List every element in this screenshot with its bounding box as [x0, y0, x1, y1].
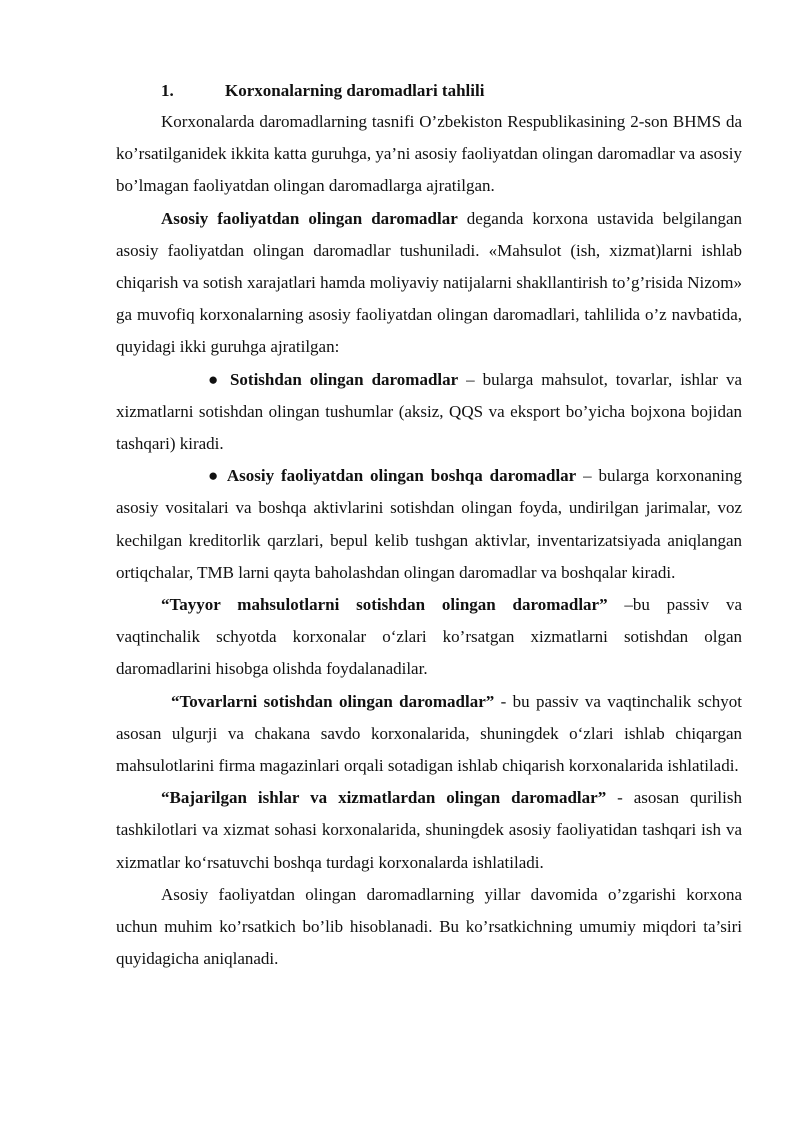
paragraph-intro: [116, 106, 742, 203]
bullet-item-sales-income: [116, 364, 742, 461]
paragraph-text: - bu passiv va vaqtinchalik schyot asosan ulgurji va chakana savdo korxonalarida, shuningdek o‘zlari ishlab chiqargan mahsulotlarini firma magazinlari orqali sotadigan ishlab chiqarish korxonalarida ishlatiladi.: [116, 691, 742, 776]
paragraph-finished-products: [116, 589, 742, 686]
paragraph-text: – bularga korxonaning asosiy vositalari va boshqa aktivlarini sotishdan olingan foyda, undirilgan jarimalar, voz kechilgan kreditorlik qarzlari, bepul kelib tushgan aktivlar, inventarizatsiyada aniqlangan ortiqchalar, TMB larni qayta baholashdan olingan daromadlar va boshqalar kiradi.: [116, 466, 742, 582]
paragraph-term: Asosiy faoliyatdan olingan boshqa daromadlar: [220, 466, 577, 486]
paragraph-text: –bu passiv va vaqtinchalik schyotda korxonalar o‘zlari ko’rsatgan xizmatlarni sotishdan olgan daromadlarini hisobga olishda foydalanadilar.: [116, 595, 742, 679]
bullet-icon: ●: [208, 369, 222, 389]
section-number: 1.: [161, 81, 174, 100]
paragraph-works-services: [116, 782, 742, 879]
document-page: [116, 76, 742, 975]
paragraph-goods-sales: [116, 686, 742, 783]
bullet-icon: ●: [208, 466, 221, 486]
section-heading: [116, 76, 742, 106]
section-title: Korxonalarning daromadlari tahlili: [225, 81, 485, 100]
paragraph-core-income: [116, 203, 742, 364]
paragraph-term: Asosiy faoliyatdan olingan daromadlar: [161, 208, 458, 228]
paragraph-conclusion: [116, 879, 742, 976]
paragraph-term: Sotishdan olingan daromadlar: [222, 369, 459, 389]
paragraph-text: Korxonalarda daromadlarning tasnifi O’zbekiston Respublikasining 2-son BHMS da ko’rsatilganidek ikkita katta guruhga, ya’ni asosiy faoliyatdan olingan daromadlar va asosiy bo’lmagan faoliyatdan olingan daromadlarga ajratilgan.: [116, 112, 742, 196]
paragraph-term: “Tayyor mahsulotlarni sotishdan olingan daromadlar”: [161, 595, 608, 615]
paragraph-term: “Bajarilgan ishlar va xizmatlardan olingan daromadlar”: [161, 788, 607, 808]
paragraph-text: – bularga mahsulot, tovarlar, ishlar va xizmatlarni sotishdan olingan tushumlar (aksiz, QQS va eksport bo’yicha bojxona bojidan tashqari) kiradi.: [116, 369, 742, 454]
paragraph-text: deganda korxona ustavida belgilangan asosiy faoliyatdan olingan daromadlar tushuniladi. «Mahsulot (ish, xizmat)larni ishlab chiqarish va sotish xarajatlari hamda moliyaviy natijalarni shakllantirish to’g’risida Nizom» ga muvofiq korxonalarning asosiy faoliyatdan olingan daromadlari, tahlilida o’z navbatida, quyidagi ikki guruhga ajratilgan:: [116, 208, 742, 357]
paragraph-text: - asosan qurilish tashkilotlari va xizmat sohasi korxonalarida, shuningdek asosiy faoliyatidan tashqari ish va xizmatlar ko‘rsatuvchi boshqa turdagi korxonalarda ishlatiladi.: [116, 788, 742, 872]
paragraph-text: Asosiy faoliyatdan olingan daromadlarning yillar davomida o’zgarishi korxona uchun muhim ko’rsatkich bo’lib hisoblanadi. Bu ko’rsatkichning umumiy miqdori ta’siri quyidagicha aniqlanadi.: [116, 884, 742, 969]
bullet-item-other-income: [116, 460, 742, 589]
paragraph-term: “Tovarlarni sotishdan olingan daromadlar”: [171, 691, 495, 711]
